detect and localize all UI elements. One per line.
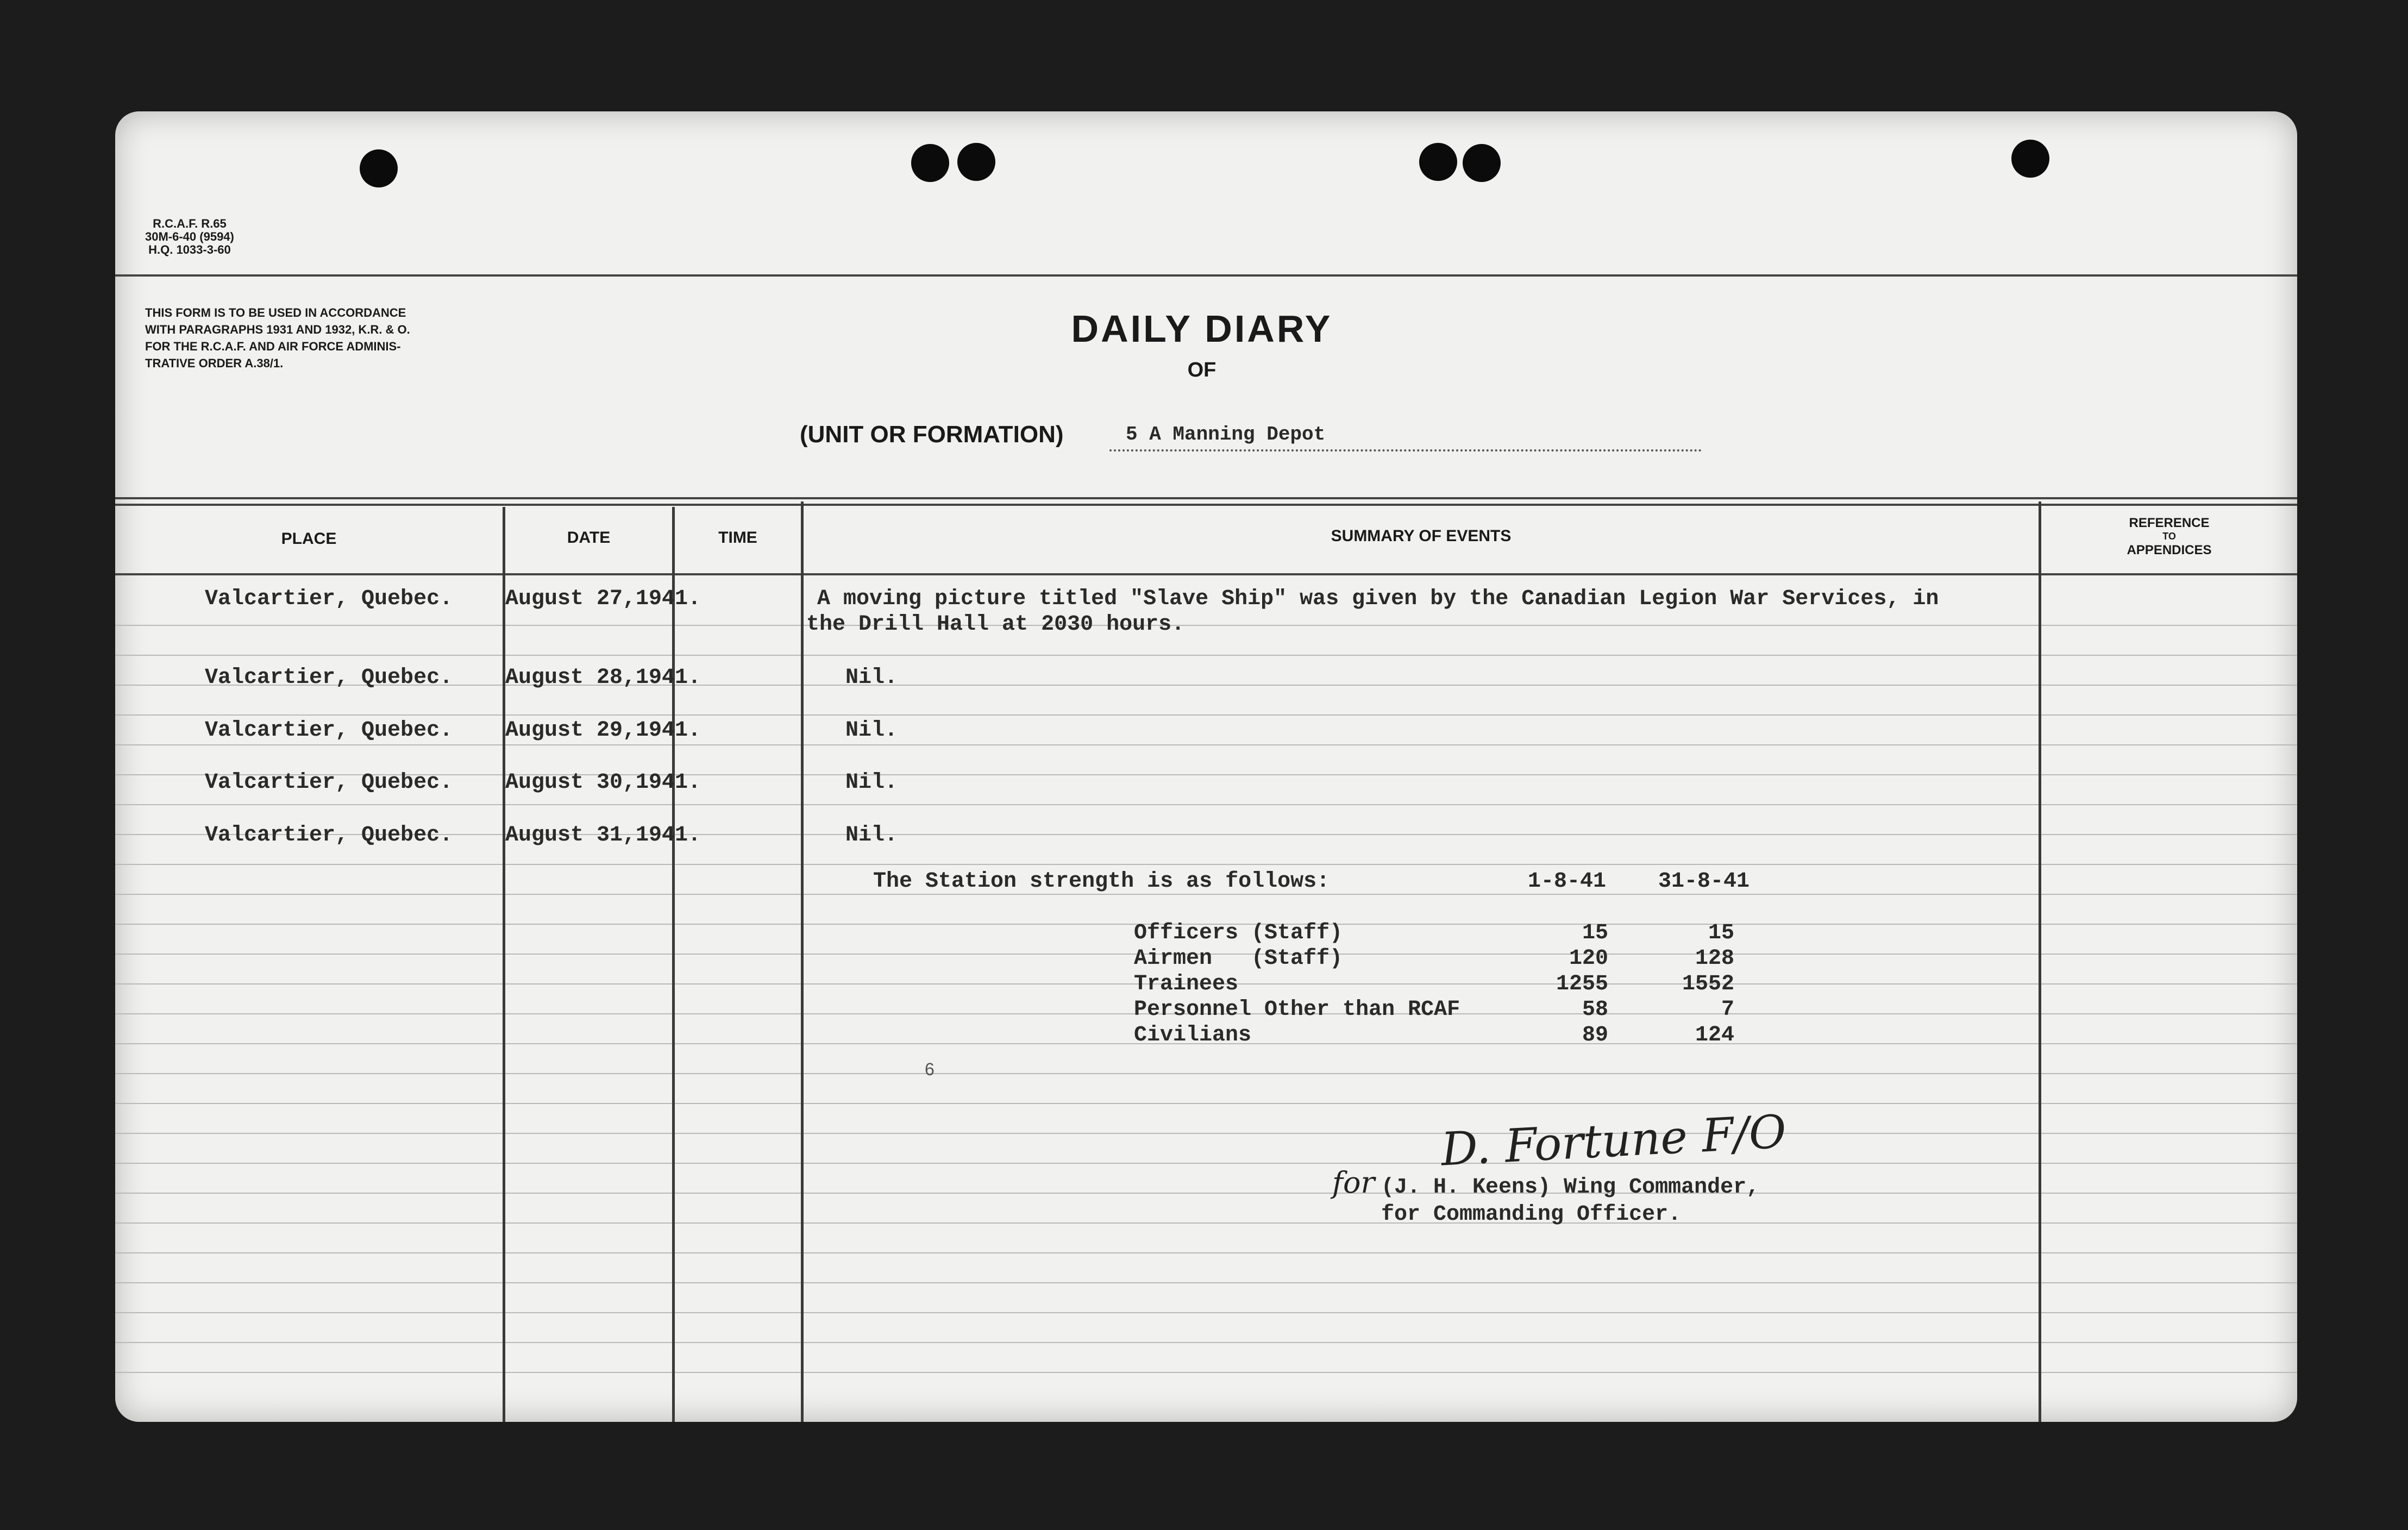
signature-line: (J. H. Keens) Wing Commander,	[1381, 1175, 1760, 1200]
ruled-line	[115, 1252, 2297, 1253]
ruled-line	[115, 1163, 2297, 1164]
column-header-place: PLACE	[281, 530, 337, 548]
entry-place: Valcartier, Quebec.	[205, 666, 453, 690]
entry-summary: Nil.	[806, 770, 898, 795]
entry-summary: A moving picture titled "Slave Ship" was given by the Canadian Legion War Services, in	[778, 587, 1939, 611]
column-divider	[672, 507, 675, 1422]
header-divider	[115, 274, 2297, 277]
strength-end: 7	[1721, 998, 1734, 1022]
entry-summary: Nil.	[806, 718, 898, 743]
strength-start: 89	[1582, 1023, 1608, 1048]
column-divider	[503, 507, 505, 1422]
form-reference-line: H.Q. 1033-3-60	[148, 243, 231, 256]
ruled-line	[115, 1222, 2297, 1224]
strength-col-header: 1-8-41	[1528, 869, 1607, 894]
punch-hole	[2011, 140, 2049, 178]
reference-header-line: REFERENCE	[2129, 516, 2210, 530]
column-header-time: TIME	[718, 529, 757, 547]
column-header-rule	[115, 573, 2297, 575]
entry-summary: Nil.	[806, 823, 898, 848]
signature-initials: for	[1332, 1165, 1375, 1200]
diary-form	[115, 111, 2297, 1422]
entry-place: Valcartier, Quebec.	[205, 587, 453, 611]
ruled-line	[115, 1073, 2297, 1074]
form-reference-line: 30M-6-40 (9594)	[145, 230, 234, 243]
form-reference-line: R.C.A.F. R.65	[153, 217, 227, 230]
strength-label: Civilians	[1134, 1023, 1252, 1048]
instruction-line: WITH PARAGRAPHS 1931 AND 1932, K.R. & O.	[145, 323, 410, 336]
ruled-line	[115, 1312, 2297, 1313]
punch-hole	[360, 149, 398, 187]
instruction-line: THIS FORM IS TO BE USED IN ACCORDANCE	[145, 306, 406, 319]
entry-summary: the Drill Hall at 2030 hours.	[806, 612, 1185, 637]
entry-date: August 29,1941.	[505, 718, 701, 743]
ruled-line	[115, 655, 2297, 656]
strength-label: Officers (Staff)	[1134, 921, 1343, 945]
ruled-line	[115, 1372, 2297, 1373]
column-divider	[801, 501, 804, 1422]
strength-start: 1255	[1556, 972, 1608, 996]
unit-value: 5 A Manning Depot	[1126, 423, 1326, 446]
punch-hole	[911, 144, 949, 182]
column-header-date: DATE	[567, 529, 611, 547]
ruled-line	[115, 1133, 2297, 1134]
ruled-line	[115, 894, 2297, 895]
entry-date: August 27,1941.	[505, 587, 701, 611]
strength-start: 15	[1582, 921, 1608, 945]
punch-hole	[1463, 144, 1501, 182]
column-header-summary: SUMMARY OF EVENTS	[1331, 527, 1512, 545]
strength-start: 120	[1569, 946, 1608, 971]
strength-label: Personnel Other than RCAF	[1134, 998, 1460, 1022]
handwritten-signature: D. Fortune F/O	[1439, 1105, 1788, 1176]
signature-line: for Commanding Officer.	[1381, 1202, 1682, 1227]
punch-hole	[1419, 143, 1457, 181]
form-reference	[145, 217, 234, 256]
ruled-line	[115, 625, 2297, 626]
entry-place: Valcartier, Quebec.	[205, 770, 453, 795]
ruled-line	[115, 744, 2297, 745]
reference-header-line: TO	[2162, 531, 2176, 542]
ruled-line	[115, 714, 2297, 716]
strength-col-header: 31-8-41	[1658, 869, 1750, 894]
entry-place: Valcartier, Quebec.	[205, 718, 453, 743]
strength-start: 58	[1582, 998, 1608, 1022]
entry-place: Valcartier, Quebec.	[205, 823, 453, 848]
page-title: DAILY DIARY	[1071, 308, 1333, 350]
strength-end: 128	[1695, 946, 1734, 971]
strength-end: 1552	[1682, 972, 1734, 996]
entry-date: August 28,1941.	[505, 666, 701, 690]
table-top-rule	[115, 497, 2297, 499]
strength-label: Airmen (Staff)	[1134, 946, 1343, 971]
ruled-line	[115, 1103, 2297, 1104]
entry-date: August 30,1941.	[505, 770, 701, 795]
unit-label: (UNIT OR FORMATION)	[800, 421, 1064, 448]
form-instructions	[145, 304, 410, 372]
column-header-reference	[2041, 516, 2297, 557]
ruled-line	[115, 864, 2297, 865]
instruction-line: TRATIVE ORDER A.38/1.	[145, 356, 284, 370]
ruled-line	[115, 804, 2297, 805]
column-divider	[2039, 501, 2041, 1422]
ruled-line	[115, 1193, 2297, 1194]
instruction-line: FOR THE R.C.A.F. AND AIR FORCE ADMINIS-	[145, 340, 401, 353]
punch-hole	[957, 143, 995, 181]
strength-label: Trainees	[1134, 972, 1239, 996]
ruled-line	[115, 1282, 2297, 1283]
table-top-rule	[115, 504, 2297, 506]
unit-value-field	[1109, 422, 1702, 452]
strength-intro: The Station strength is as follows:	[873, 869, 1330, 894]
title-of: OF	[1187, 359, 1216, 381]
reference-header-line: APPENDICES	[2127, 543, 2212, 557]
page-mark: 6	[925, 1059, 935, 1079]
entry-date: August 31,1941.	[505, 823, 701, 848]
entry-summary: Nil.	[806, 666, 898, 690]
strength-end: 15	[1708, 921, 1734, 945]
strength-end: 124	[1695, 1023, 1734, 1048]
ruled-line	[115, 1342, 2297, 1343]
